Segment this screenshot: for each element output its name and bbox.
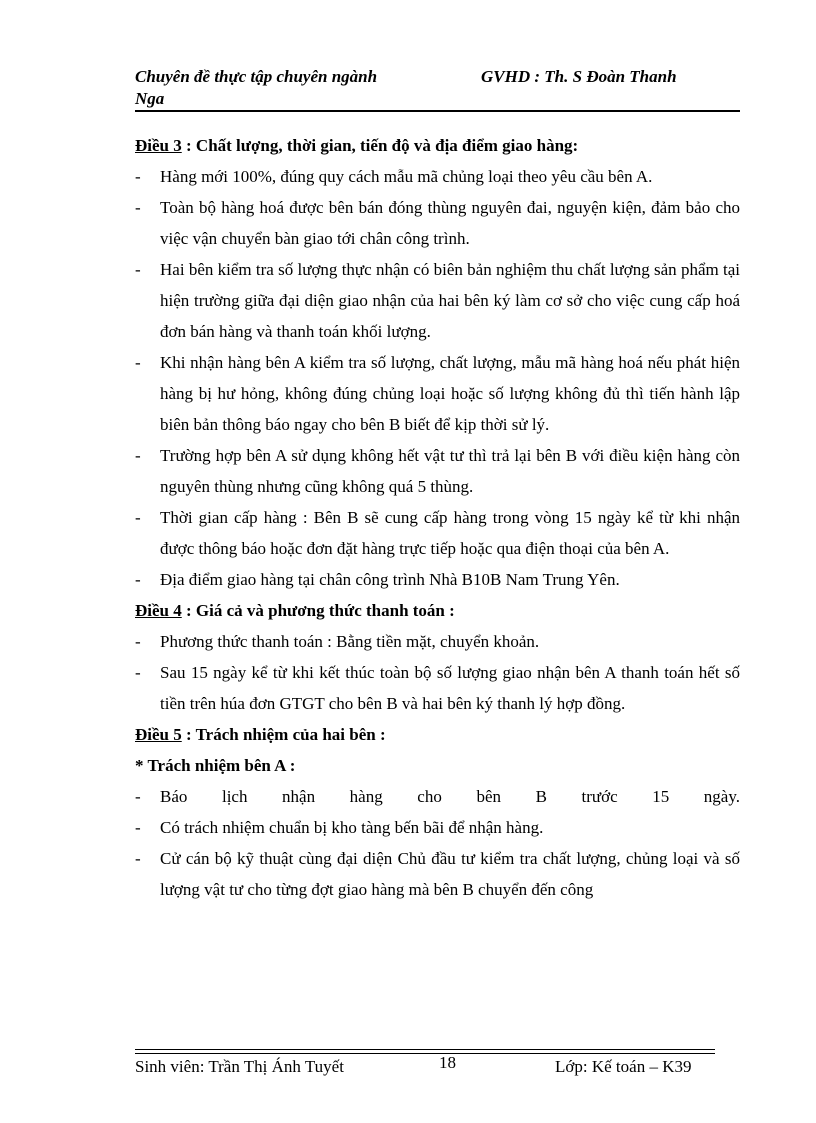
list-item [135,812,740,843]
list-item [135,440,740,502]
page-footer [135,1054,715,1078]
list-item-text: Hai bên kiểm tra số lượng thực nhận có biên bản nghiệm thu chất lượng sản phẩm tại hiện trường giữa đại diện giao nhận của hai bên ký làm cơ sở cho việc cung cấp hoá đơn bán hàng và thanh toán khối lượng. [160,260,740,341]
section-title: : Giá cả và phương thức thanh toán : [181,601,455,620]
list-item-text: Cử cán bộ kỹ thuật cùng đại diện Chủ đầu tư kiểm tra chất lượng, chủng loại và số lượng vật tư cho từng đợt giao hàng mà bên B chuyển đến công [160,849,740,899]
list-item [135,502,740,564]
list-item [135,657,740,719]
section-heading-dieu4 [135,595,740,626]
header-divider [135,110,740,112]
list-item [135,843,740,905]
list-item [135,254,740,347]
section-label: Điều 5 [135,725,182,744]
bullet-dash: - [135,260,141,279]
bullet-dash: - [135,849,141,868]
bullet-dash: - [135,632,141,651]
bullet-dash: - [135,446,141,465]
list-item-text: Phương thức thanh toán : Bằng tiền mặt, chuyển khoản. [160,632,540,651]
section-title: : Chất lượng, thời gian, tiến độ và địa điểm giao hàng: [181,136,579,155]
list-item [135,192,740,254]
header-topic-line1: Chuyên đề thực tập chuyên ngành [135,67,378,86]
list-item-text: Khi nhận hàng bên A kiểm tra số lượng, chất lượng, mẫu mã hàng hoá nếu phát hiện hàng bị hư hỏng, không đúng chủng loại hoặc số lượng không đủ thì tiến hành lập biên bản thông báo ngay cho bên B biết để kịp thời sử lý. [160,353,740,434]
list-item-text: Trường hợp bên A sử dụng không hết vật tư thì trả lại bên B với điều kiện hàng còn nguyên thùng nhưng cũng không quá 5 thùng. [160,446,740,496]
list-item-text: Toàn bộ hàng hoá được bên bán đóng thùng nguyên đai, nguyện kiện, đảm bảo cho việc vận chuyển bàn giao tới chân công trình. [160,198,740,248]
list-item-text: Báo lịch nhận hàng cho bên B trước 15 ngày. [160,787,740,806]
subsection-heading: * Trách nhiệm bên A : [135,756,296,775]
list-item [135,626,740,657]
section-label: Điều 4 [135,601,182,620]
bullet-dash: - [135,353,141,372]
footer-class: Lớp: Kế toán – K39 [555,1057,692,1076]
list-item-text: Có trách nhiệm chuẩn bị kho tàng bến bãi để nhận hàng. [160,818,544,837]
list-item-text: Địa điểm giao hàng tại chân công trình Nhà B10B Nam Trung Yên. [160,570,620,589]
list-item-text: Hàng mới 100%, đúng quy cách mẫu mã chủng loại theo yêu cầu bên A. [160,167,653,186]
list-item [135,347,740,440]
footer-student: Sinh viên: Trần Thị Ánh Tuyết [135,1057,344,1076]
bullet-dash: - [135,167,141,186]
document-body [135,130,740,905]
section-heading-dieu3 [135,130,740,161]
header-topic-line2: Nga [135,89,165,108]
page-number: 18 [439,1053,456,1072]
list-item [135,161,740,192]
section-label: Điều 3 [135,136,182,155]
section-title: : Trách nhiệm của hai bên : [181,725,386,744]
bullet-dash: - [135,570,141,589]
header-topic [135,66,435,110]
bullet-dash: - [135,818,141,837]
section-heading-dieu5 [135,719,740,750]
list-item-text: Sau 15 ngày kể từ khi kết thúc toàn bộ số lượng giao nhận bên A thanh toán hết số tiền trên húa đơn GTGT cho bên B và hai bên ký thanh lý hợp đồng. [160,663,740,713]
list-item [135,781,740,812]
bullet-dash: - [135,787,141,806]
list-item-text: Thời gian cấp hàng : Bên B sẽ cung cấp hàng trong vòng 15 ngày kể từ khi nhận được thông báo hoặc đơn đặt hàng trực tiếp hoặc qua điện thoại của bên A. [160,508,740,558]
bullet-dash: - [135,663,141,682]
header-supervisor: GVHD : Th. S Đoàn Thanh [481,67,677,86]
bullet-dash: - [135,198,141,217]
bullet-dash: - [135,508,141,527]
list-item [135,564,740,595]
